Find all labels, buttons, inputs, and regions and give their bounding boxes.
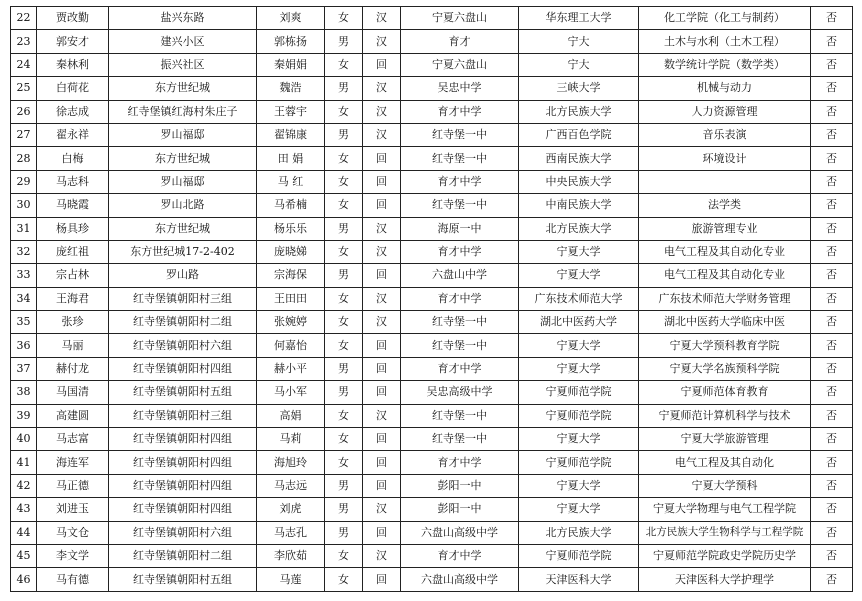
row-number-cell: 24 bbox=[11, 53, 37, 76]
applicant-name-cell: 白梅 bbox=[37, 147, 109, 170]
high-school-cell: 宁夏六盘山 bbox=[401, 7, 519, 30]
table-row bbox=[11, 287, 853, 310]
university-cell: 广西百色学院 bbox=[519, 123, 639, 146]
table-row bbox=[11, 30, 853, 53]
high-school-cell: 彭阳一中 bbox=[401, 474, 519, 497]
applicant-name-cell: 马晓霞 bbox=[37, 194, 109, 217]
gender-cell: 男 bbox=[325, 474, 363, 497]
gender-cell: 女 bbox=[325, 7, 363, 30]
student-name-cell: 马志孔 bbox=[257, 521, 325, 544]
applicant-name-cell: 张珍 bbox=[37, 311, 109, 334]
ethnicity-cell: 汉 bbox=[363, 100, 401, 123]
table-row bbox=[11, 544, 853, 567]
gender-cell: 女 bbox=[325, 311, 363, 334]
table-row bbox=[11, 217, 853, 240]
ethnicity-cell: 回 bbox=[363, 194, 401, 217]
ethnicity-cell: 回 bbox=[363, 521, 401, 544]
status-cell: 否 bbox=[811, 123, 853, 146]
university-cell: 宁夏大学 bbox=[519, 240, 639, 263]
address-cell: 罗山福邸 bbox=[109, 123, 257, 146]
major-cell: 旅游管理专业 bbox=[639, 217, 811, 240]
ethnicity-cell: 回 bbox=[363, 428, 401, 451]
student-name-cell: 张婉婷 bbox=[257, 311, 325, 334]
applicant-name-cell: 宗占林 bbox=[37, 264, 109, 287]
university-cell: 宁夏大学 bbox=[519, 498, 639, 521]
status-cell: 否 bbox=[811, 147, 853, 170]
applicant-name-cell: 马有德 bbox=[37, 568, 109, 591]
gender-cell: 男 bbox=[325, 77, 363, 100]
major-cell: 广东技术师范大学财务管理 bbox=[639, 287, 811, 310]
table-row bbox=[11, 521, 853, 544]
row-number-cell: 30 bbox=[11, 194, 37, 217]
status-cell: 否 bbox=[811, 194, 853, 217]
high-school-cell: 育才中学 bbox=[401, 287, 519, 310]
gender-cell: 女 bbox=[325, 544, 363, 567]
high-school-cell: 红寺堡一中 bbox=[401, 147, 519, 170]
status-cell: 否 bbox=[811, 7, 853, 30]
row-number-cell: 44 bbox=[11, 521, 37, 544]
row-number-cell: 45 bbox=[11, 544, 37, 567]
table-row bbox=[11, 357, 853, 380]
table-row bbox=[11, 498, 853, 521]
gender-cell: 女 bbox=[325, 147, 363, 170]
major-cell: 人力资源管理 bbox=[639, 100, 811, 123]
high-school-cell: 红寺堡一中 bbox=[401, 194, 519, 217]
status-cell: 否 bbox=[811, 311, 853, 334]
status-cell: 否 bbox=[811, 521, 853, 544]
row-number-cell: 32 bbox=[11, 240, 37, 263]
table-row bbox=[11, 53, 853, 76]
student-name-cell: 马莲 bbox=[257, 568, 325, 591]
ethnicity-cell: 汉 bbox=[363, 30, 401, 53]
major-cell: 机械与动力 bbox=[639, 77, 811, 100]
status-cell: 否 bbox=[811, 474, 853, 497]
university-cell: 宁夏大学 bbox=[519, 474, 639, 497]
status-cell: 否 bbox=[811, 53, 853, 76]
student-name-cell: 马 红 bbox=[257, 170, 325, 193]
applicant-name-cell: 白荷花 bbox=[37, 77, 109, 100]
high-school-cell: 宁夏六盘山 bbox=[401, 53, 519, 76]
student-table-sheet bbox=[10, 6, 852, 592]
university-cell: 宁夏大学 bbox=[519, 428, 639, 451]
gender-cell: 男 bbox=[325, 123, 363, 146]
status-cell: 否 bbox=[811, 568, 853, 591]
applicant-name-cell: 翟永祥 bbox=[37, 123, 109, 146]
status-cell: 否 bbox=[811, 404, 853, 427]
table-row bbox=[11, 474, 853, 497]
table-row bbox=[11, 451, 853, 474]
major-cell: 环境设计 bbox=[639, 147, 811, 170]
address-cell: 东方世纪城 bbox=[109, 77, 257, 100]
address-cell: 红寺堡镇朝阳村三组 bbox=[109, 287, 257, 310]
ethnicity-cell: 回 bbox=[363, 147, 401, 170]
status-cell: 否 bbox=[811, 77, 853, 100]
high-school-cell: 六盘山高级中学 bbox=[401, 568, 519, 591]
table-row bbox=[11, 123, 853, 146]
applicant-name-cell: 马丽 bbox=[37, 334, 109, 357]
ethnicity-cell: 回 bbox=[363, 357, 401, 380]
gender-cell: 女 bbox=[325, 451, 363, 474]
university-cell: 宁夏师范学院 bbox=[519, 404, 639, 427]
row-number-cell: 22 bbox=[11, 7, 37, 30]
student-name-cell: 魏浩 bbox=[257, 77, 325, 100]
table-row bbox=[11, 147, 853, 170]
student-name-cell: 杨乐乐 bbox=[257, 217, 325, 240]
student-name-cell: 秦娟娟 bbox=[257, 53, 325, 76]
gender-cell: 男 bbox=[325, 521, 363, 544]
table-row bbox=[11, 240, 853, 263]
major-cell bbox=[639, 170, 811, 193]
address-cell: 红寺堡镇朝阳村四组 bbox=[109, 428, 257, 451]
student-name-cell: 马莉 bbox=[257, 428, 325, 451]
high-school-cell: 育才中学 bbox=[401, 100, 519, 123]
address-cell: 红寺堡镇朝阳村六组 bbox=[109, 334, 257, 357]
high-school-cell: 六盘山高级中学 bbox=[401, 521, 519, 544]
ethnicity-cell: 汉 bbox=[363, 240, 401, 263]
table-row bbox=[11, 568, 853, 591]
applicant-name-cell: 王海君 bbox=[37, 287, 109, 310]
student-name-cell: 田 娟 bbox=[257, 147, 325, 170]
row-number-cell: 36 bbox=[11, 334, 37, 357]
status-cell: 否 bbox=[811, 100, 853, 123]
applicant-name-cell: 郭安才 bbox=[37, 30, 109, 53]
applicant-name-cell: 马志富 bbox=[37, 428, 109, 451]
major-cell: 宁夏大学旅游管理 bbox=[639, 428, 811, 451]
status-cell: 否 bbox=[811, 381, 853, 404]
status-cell: 否 bbox=[811, 498, 853, 521]
high-school-cell: 育才中学 bbox=[401, 170, 519, 193]
high-school-cell: 吴忠高级中学 bbox=[401, 381, 519, 404]
address-cell: 罗山北路 bbox=[109, 194, 257, 217]
university-cell: 宁夏大学 bbox=[519, 264, 639, 287]
ethnicity-cell: 汉 bbox=[363, 498, 401, 521]
university-cell: 宁大 bbox=[519, 30, 639, 53]
row-number-cell: 23 bbox=[11, 30, 37, 53]
gender-cell: 女 bbox=[325, 568, 363, 591]
address-cell: 红寺堡镇朝阳村四组 bbox=[109, 451, 257, 474]
student-name-cell: 宗海保 bbox=[257, 264, 325, 287]
row-number-cell: 37 bbox=[11, 357, 37, 380]
high-school-cell: 彭阳一中 bbox=[401, 498, 519, 521]
applicant-name-cell: 贾改勤 bbox=[37, 7, 109, 30]
major-cell: 电气工程及其自动化专业 bbox=[639, 240, 811, 263]
status-cell: 否 bbox=[811, 287, 853, 310]
ethnicity-cell: 汉 bbox=[363, 77, 401, 100]
row-number-cell: 26 bbox=[11, 100, 37, 123]
table-row bbox=[11, 170, 853, 193]
gender-cell: 女 bbox=[325, 334, 363, 357]
address-cell: 建兴小区 bbox=[109, 30, 257, 53]
major-cell: 天津医科大学护理学 bbox=[639, 568, 811, 591]
address-cell: 红寺堡镇朝阳村四组 bbox=[109, 357, 257, 380]
status-cell: 否 bbox=[811, 30, 853, 53]
major-cell: 宁夏师范体育教育 bbox=[639, 381, 811, 404]
student-name-cell: 刘爽 bbox=[257, 7, 325, 30]
gender-cell: 女 bbox=[325, 428, 363, 451]
ethnicity-cell: 汉 bbox=[363, 311, 401, 334]
university-cell: 宁夏大学 bbox=[519, 357, 639, 380]
applicant-name-cell: 马文仓 bbox=[37, 521, 109, 544]
gender-cell: 男 bbox=[325, 264, 363, 287]
student-name-cell: 王蓉宇 bbox=[257, 100, 325, 123]
major-cell: 宁夏大学预科 bbox=[639, 474, 811, 497]
ethnicity-cell: 汉 bbox=[363, 7, 401, 30]
applicant-name-cell: 秦林利 bbox=[37, 53, 109, 76]
address-cell: 红寺堡镇朝阳村五组 bbox=[109, 381, 257, 404]
status-cell: 否 bbox=[811, 264, 853, 287]
address-cell: 红寺堡镇朝阳村五组 bbox=[109, 568, 257, 591]
gender-cell: 男 bbox=[325, 30, 363, 53]
address-cell: 红寺堡镇朝阳村三组 bbox=[109, 404, 257, 427]
gender-cell: 女 bbox=[325, 404, 363, 427]
gender-cell: 男 bbox=[325, 498, 363, 521]
ethnicity-cell: 回 bbox=[363, 451, 401, 474]
row-number-cell: 34 bbox=[11, 287, 37, 310]
applicant-name-cell: 庞红祖 bbox=[37, 240, 109, 263]
row-number-cell: 43 bbox=[11, 498, 37, 521]
row-number-cell: 41 bbox=[11, 451, 37, 474]
applicant-name-cell: 杨具珍 bbox=[37, 217, 109, 240]
student-table bbox=[10, 6, 853, 592]
gender-cell: 女 bbox=[325, 287, 363, 310]
applicant-name-cell: 马国清 bbox=[37, 381, 109, 404]
university-cell: 宁夏大学 bbox=[519, 334, 639, 357]
address-cell: 红寺堡镇朝阳村四组 bbox=[109, 474, 257, 497]
ethnicity-cell: 回 bbox=[363, 334, 401, 357]
high-school-cell: 红寺堡一中 bbox=[401, 334, 519, 357]
high-school-cell: 育才 bbox=[401, 30, 519, 53]
row-number-cell: 31 bbox=[11, 217, 37, 240]
gender-cell: 男 bbox=[325, 217, 363, 240]
ethnicity-cell: 回 bbox=[363, 474, 401, 497]
address-cell: 盐兴东路 bbox=[109, 7, 257, 30]
row-number-cell: 28 bbox=[11, 147, 37, 170]
university-cell: 宁大 bbox=[519, 53, 639, 76]
major-cell: 数学统计学院（数学类） bbox=[639, 53, 811, 76]
row-number-cell: 35 bbox=[11, 311, 37, 334]
address-cell: 东方世纪城 bbox=[109, 147, 257, 170]
applicant-name-cell: 赫付龙 bbox=[37, 357, 109, 380]
status-cell: 否 bbox=[811, 451, 853, 474]
gender-cell: 女 bbox=[325, 240, 363, 263]
high-school-cell: 海原一中 bbox=[401, 217, 519, 240]
major-cell: 电气工程及其自动化专业 bbox=[639, 264, 811, 287]
ethnicity-cell: 汉 bbox=[363, 123, 401, 146]
table-row bbox=[11, 311, 853, 334]
table-row bbox=[11, 381, 853, 404]
status-cell: 否 bbox=[811, 428, 853, 451]
table-row bbox=[11, 77, 853, 100]
table-row bbox=[11, 100, 853, 123]
gender-cell: 女 bbox=[325, 100, 363, 123]
address-cell: 东方世纪城17-2-402 bbox=[109, 240, 257, 263]
student-name-cell: 赫小平 bbox=[257, 357, 325, 380]
table-row bbox=[11, 334, 853, 357]
university-cell: 北方民族大学 bbox=[519, 217, 639, 240]
address-cell: 罗山路 bbox=[109, 264, 257, 287]
address-cell: 振兴社区 bbox=[109, 53, 257, 76]
address-cell: 罗山福邸 bbox=[109, 170, 257, 193]
status-cell: 否 bbox=[811, 240, 853, 263]
status-cell: 否 bbox=[811, 357, 853, 380]
ethnicity-cell: 汉 bbox=[363, 544, 401, 567]
high-school-cell: 育才中学 bbox=[401, 544, 519, 567]
table-row bbox=[11, 404, 853, 427]
ethnicity-cell: 汉 bbox=[363, 217, 401, 240]
major-cell: 宁夏大学物理与电气工程学院 bbox=[639, 498, 811, 521]
major-cell: 音乐表演 bbox=[639, 123, 811, 146]
ethnicity-cell: 回 bbox=[363, 53, 401, 76]
student-name-cell: 马志远 bbox=[257, 474, 325, 497]
gender-cell: 男 bbox=[325, 381, 363, 404]
student-name-cell: 何嘉怡 bbox=[257, 334, 325, 357]
university-cell: 中央民族大学 bbox=[519, 170, 639, 193]
major-cell: 化工学院（化工与制药） bbox=[639, 7, 811, 30]
student-name-cell: 郭栋扬 bbox=[257, 30, 325, 53]
student-name-cell: 海旭玲 bbox=[257, 451, 325, 474]
university-cell: 西南民族大学 bbox=[519, 147, 639, 170]
university-cell: 三峡大学 bbox=[519, 77, 639, 100]
address-cell: 红寺堡镇朝阳村二组 bbox=[109, 311, 257, 334]
high-school-cell: 育才中学 bbox=[401, 357, 519, 380]
university-cell: 中南民族大学 bbox=[519, 194, 639, 217]
row-number-cell: 40 bbox=[11, 428, 37, 451]
university-cell: 天津医科大学 bbox=[519, 568, 639, 591]
major-cell: 宁夏大学名族预科学院 bbox=[639, 357, 811, 380]
university-cell: 宁夏师范学院 bbox=[519, 544, 639, 567]
high-school-cell: 红寺堡一中 bbox=[401, 311, 519, 334]
status-cell: 否 bbox=[811, 170, 853, 193]
ethnicity-cell: 汉 bbox=[363, 404, 401, 427]
address-cell: 红寺堡镇朝阳村二组 bbox=[109, 544, 257, 567]
student-name-cell: 马希楠 bbox=[257, 194, 325, 217]
row-number-cell: 29 bbox=[11, 170, 37, 193]
student-name-cell: 高娟 bbox=[257, 404, 325, 427]
high-school-cell: 红寺堡一中 bbox=[401, 123, 519, 146]
status-cell: 否 bbox=[811, 544, 853, 567]
address-cell: 红寺堡镇朝阳村四组 bbox=[109, 498, 257, 521]
applicant-name-cell: 李文学 bbox=[37, 544, 109, 567]
ethnicity-cell: 回 bbox=[363, 568, 401, 591]
table-row bbox=[11, 264, 853, 287]
applicant-name-cell: 高建圆 bbox=[37, 404, 109, 427]
major-cell: 电气工程及其自动化 bbox=[639, 451, 811, 474]
gender-cell: 女 bbox=[325, 194, 363, 217]
major-cell: 宁夏师范学院政史学院历史学 bbox=[639, 544, 811, 567]
university-cell: 北方民族大学 bbox=[519, 100, 639, 123]
ethnicity-cell: 汉 bbox=[363, 287, 401, 310]
row-number-cell: 25 bbox=[11, 77, 37, 100]
major-cell: 宁夏师范计算机科学与技术 bbox=[639, 404, 811, 427]
student-name-cell: 刘虎 bbox=[257, 498, 325, 521]
student-name-cell: 翟锦康 bbox=[257, 123, 325, 146]
high-school-cell: 吴忠中学 bbox=[401, 77, 519, 100]
major-cell: 北方民族大学生物科学与工程学院 bbox=[639, 521, 811, 544]
table-row bbox=[11, 428, 853, 451]
university-cell: 宁夏师范学院 bbox=[519, 451, 639, 474]
status-cell: 否 bbox=[811, 334, 853, 357]
university-cell: 广东技术师范大学 bbox=[519, 287, 639, 310]
status-cell: 否 bbox=[811, 217, 853, 240]
major-cell: 法学类 bbox=[639, 194, 811, 217]
gender-cell: 女 bbox=[325, 53, 363, 76]
row-number-cell: 27 bbox=[11, 123, 37, 146]
high-school-cell: 育才中学 bbox=[401, 240, 519, 263]
student-name-cell: 李欣茹 bbox=[257, 544, 325, 567]
major-cell: 土木与水利（土木工程） bbox=[639, 30, 811, 53]
student-name-cell: 王田田 bbox=[257, 287, 325, 310]
table-row bbox=[11, 7, 853, 30]
university-cell: 北方民族大学 bbox=[519, 521, 639, 544]
student-name-cell: 庞晓娣 bbox=[257, 240, 325, 263]
table-row bbox=[11, 194, 853, 217]
high-school-cell: 育才中学 bbox=[401, 451, 519, 474]
gender-cell: 女 bbox=[325, 170, 363, 193]
ethnicity-cell: 回 bbox=[363, 381, 401, 404]
ethnicity-cell: 回 bbox=[363, 170, 401, 193]
applicant-name-cell: 刘进玉 bbox=[37, 498, 109, 521]
high-school-cell: 六盘山中学 bbox=[401, 264, 519, 287]
university-cell: 湖北中医药大学 bbox=[519, 311, 639, 334]
ethnicity-cell: 回 bbox=[363, 264, 401, 287]
table-body bbox=[11, 7, 853, 592]
row-number-cell: 39 bbox=[11, 404, 37, 427]
university-cell: 宁夏师范学院 bbox=[519, 381, 639, 404]
row-number-cell: 33 bbox=[11, 264, 37, 287]
student-name-cell: 马小军 bbox=[257, 381, 325, 404]
applicant-name-cell: 徐志成 bbox=[37, 100, 109, 123]
address-cell: 红寺堡镇红海村朱庄子 bbox=[109, 100, 257, 123]
applicant-name-cell: 马正德 bbox=[37, 474, 109, 497]
applicant-name-cell: 马志科 bbox=[37, 170, 109, 193]
address-cell: 红寺堡镇朝阳村六组 bbox=[109, 521, 257, 544]
applicant-name-cell: 海连军 bbox=[37, 451, 109, 474]
row-number-cell: 42 bbox=[11, 474, 37, 497]
major-cell: 湖北中医药大学临床中医 bbox=[639, 311, 811, 334]
major-cell: 宁夏大学预科教育学院 bbox=[639, 334, 811, 357]
row-number-cell: 46 bbox=[11, 568, 37, 591]
row-number-cell: 38 bbox=[11, 381, 37, 404]
high-school-cell: 红寺堡一中 bbox=[401, 428, 519, 451]
address-cell: 东方世纪城 bbox=[109, 217, 257, 240]
gender-cell: 男 bbox=[325, 357, 363, 380]
university-cell: 华东理工大学 bbox=[519, 7, 639, 30]
high-school-cell: 红寺堡一中 bbox=[401, 404, 519, 427]
